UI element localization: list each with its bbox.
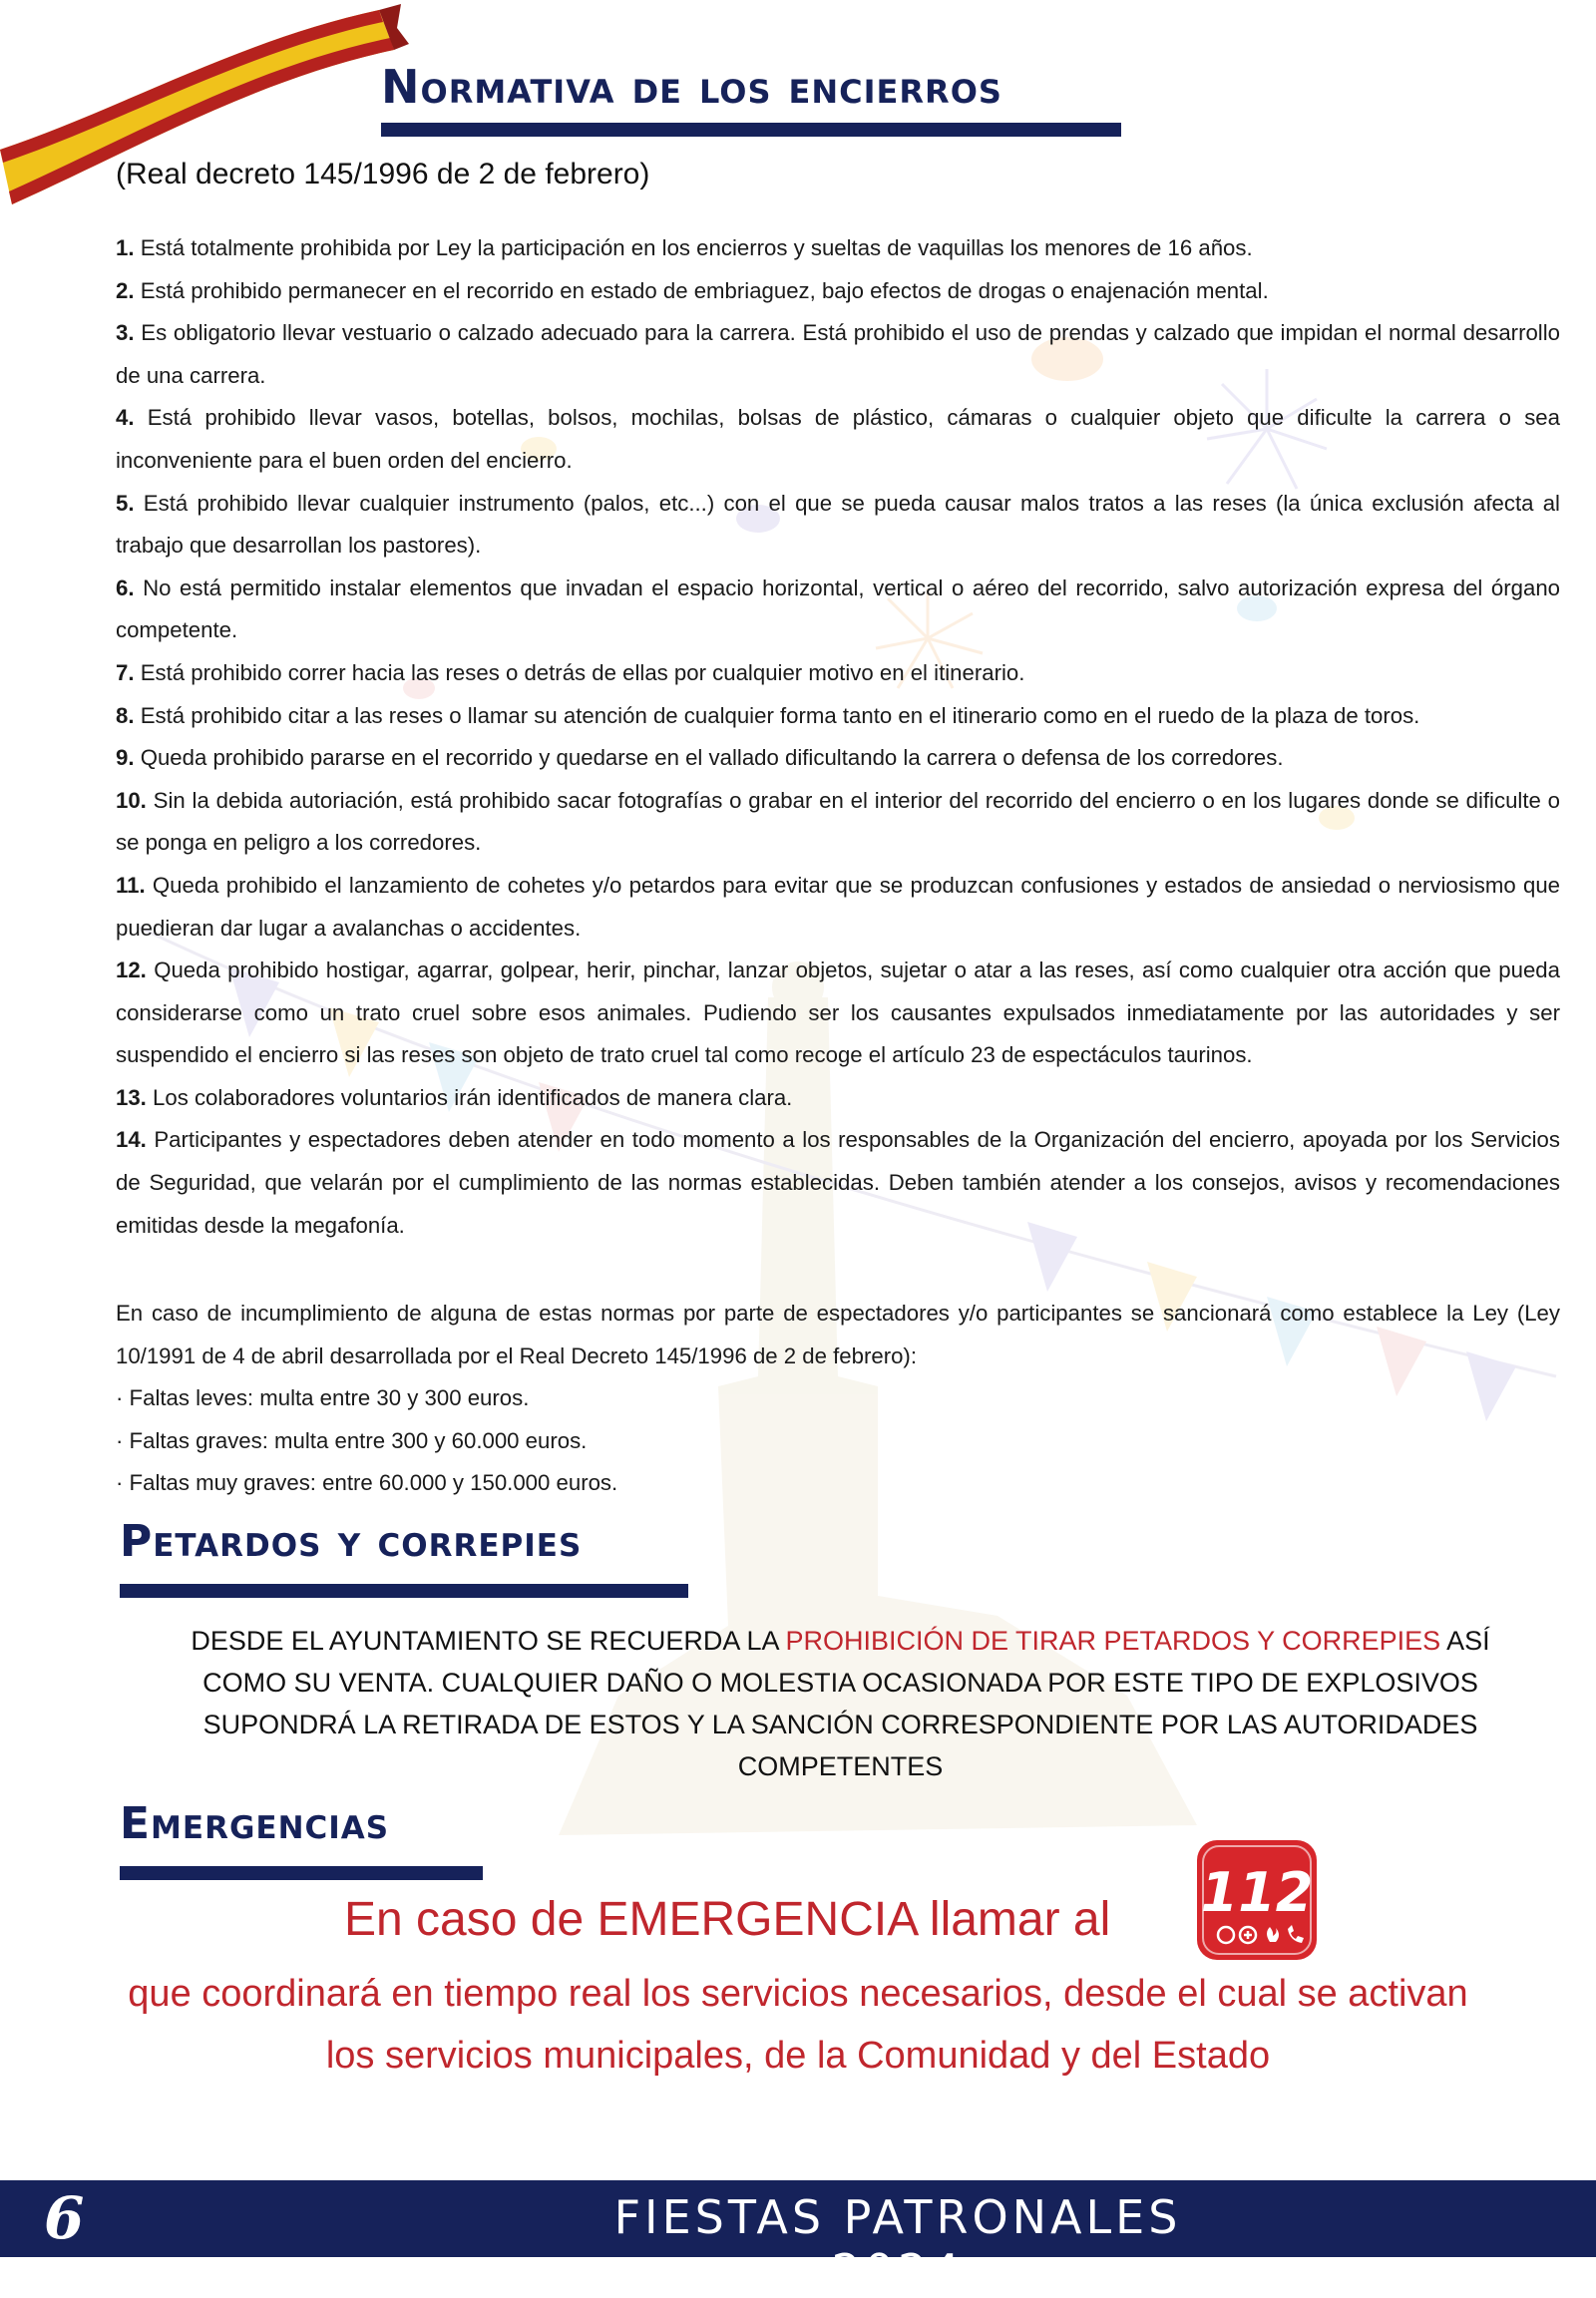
rule-number: 14.: [116, 1127, 147, 1153]
rule-text: Está prohibido llevar vasos, botellas, bolsos, mochilas, bolsas de plástico, cámaras o cualquier objeto que dificulte la carrera o sea inconveniente para el buen orden del encierro.: [116, 405, 1560, 473]
rule-text: Queda prohibido pararse en el recorrido y quedarse en el vallado dificultando la carrera o defensa de los corredores.: [140, 745, 1284, 771]
rule-text: Participantes y espectadores deben atender en todo momento a los responsables de la Organización del encierro, apoyada por los Servicios de Seguridad, que velarán por el cumplimiento de las normas establecidas. Deben también atender a los consejos, avisos y recomendaciones emitidas desde la megafonía.: [116, 1127, 1560, 1238]
rule-item: [116, 737, 1560, 780]
rule-item: [116, 652, 1560, 695]
petardos-heading: Petardos y correpies: [120, 1516, 583, 1567]
notice-text: ASÍ COMO SU VENTA. CUALQUIER DAÑO O MOLESTIA OCASIONADA POR ESTE TIPO DE EXPLOSIVOS SUPONDRÁ LA RETIRADA DE ESTOS Y LA SANCIÓN CORRESPONDIENTE POR LAS AUTORIDADES COMPETENTES: [202, 1626, 1490, 1781]
rule-item: [116, 227, 1560, 270]
emergency-call-text: En caso de EMERGENCIA llamar al: [344, 1893, 1111, 1946]
rule-text: No está permitido instalar elementos que invadan el espacio horizontal, vertical o aéreo del recorrido, salvo autorización expresa del órgano competente.: [116, 574, 1560, 643]
rule-text: Está prohibido correr hacia las reses o detrás de ellas por cualquier motivo en el itinerario.: [140, 659, 1025, 685]
rule-number: 9.: [116, 745, 135, 771]
petardos-notice: [150, 1620, 1531, 1787]
notice-highlight: PROHIBICIÓN DE TIRAR PETARDOS Y CORREPIES: [785, 1626, 1441, 1656]
rule-item: [116, 1119, 1560, 1247]
rule-item: [116, 780, 1560, 865]
rule-number: 10.: [116, 787, 147, 813]
page-title: Normativa de los encierros: [381, 60, 1002, 114]
rule-number: 4.: [116, 405, 135, 431]
rule-item: [116, 397, 1560, 482]
petardos-underline: [120, 1584, 688, 1598]
rule-number: 6.: [116, 574, 135, 600]
subtitle: (Real decreto 145/1996 de 2 de febrero): [116, 158, 650, 191]
sanctions-intro: En caso de incumplimiento de alguna de estas normas por parte de espectadores y/o participantes se sancionará como establece la Ley (Ley 10/1991 de 4 de abril desarrollada por el Real Decreto 145/1996 de 2 de febrero):: [116, 1301, 1560, 1368]
footer-title: FIESTAS PATRONALES 2024: [613, 2190, 1182, 2298]
rule-item: [116, 483, 1560, 568]
rule-item: [116, 1077, 1560, 1120]
rule-number: 2.: [116, 277, 135, 303]
emergencias-underline: [120, 1866, 483, 1880]
rule-number: 13.: [116, 1084, 147, 1110]
rule-item: [116, 270, 1560, 313]
rule-text: Está totalmente prohibida por Ley la participación en los encierros y sueltas de vaquillas los menores de 16 años.: [140, 235, 1253, 260]
rule-number: 12.: [116, 958, 147, 983]
rule-item: [116, 568, 1560, 652]
sanction-item: · Faltas leves: multa entre 30 y 300 euros.: [116, 1385, 530, 1411]
rule-text: Está prohibido llevar cualquier instrumento (palos, etc...) con el que se pueda causar malos tratos a las reses (la única exclusión afecta al trabajo que desarrollan los pastores).: [116, 490, 1560, 559]
rule-text: Está prohibido permanecer en el recorrido en estado de embriaguez, bajo efectos de drogas o enajenación mental.: [140, 277, 1269, 303]
rule-number: 7.: [116, 659, 135, 685]
rule-item: [116, 950, 1560, 1077]
rule-text: Los colaboradores voluntarios irán identificados de manera clara.: [153, 1084, 793, 1110]
spanish-flag-ribbon-icon: [0, 0, 409, 229]
emergency-description: que coordinará en tiempo real los servicios necesarios, desde el cual se activan los servicios municipales, de la Comunidad y del Estado: [128, 1973, 1468, 2077]
rule-item: [116, 312, 1560, 397]
rule-text: Sin la debida autoriación, está prohibido sacar fotografías o grabar en el interior del recorrido del encierro o en los lugares donde se dificulte o se ponga en peligro a los corredores.: [116, 787, 1560, 856]
rule-item: [116, 695, 1560, 738]
sanctions-block: [116, 1293, 1560, 1505]
rules-list: [116, 227, 1560, 1247]
112-number: 112: [1200, 1861, 1314, 1924]
rule-number: 11.: [116, 872, 146, 898]
rule-text: Es obligatorio llevar vestuario o calzado adecuado para la carrera. Está prohibido el uso de prendas y calzado que impidan el normal desarrollo de una carrera.: [116, 320, 1560, 388]
rule-number: 5.: [116, 490, 135, 516]
page-number: 6: [44, 2184, 85, 2252]
rule-number: 1.: [116, 235, 135, 260]
112-emergency-icon: [1194, 1837, 1320, 1963]
rule-text: Está prohibido citar a las reses o llamar su atención de cualquier forma tanto en el itinerario como en el ruedo de la plaza de toros.: [140, 702, 1420, 728]
rule-number: 3.: [116, 320, 135, 346]
rule-text: Queda prohibido hostigar, agarrar, golpear, herir, pinchar, lanzar objetos, sujetar o atar a las reses, así como cualquier otra acción que pueda considerarse como un trato cruel sobre esos animales. Pudiendo ser los causantes expulsados inmediatamente por las autoridades y ser suspendido el encierro si las reses son objeto de trato cruel tal como recoge el artículo 23 de espectáculos taurinos.: [116, 958, 1560, 1068]
notice-text: DESDE EL AYUNTAMIENTO SE RECUERDA LA: [191, 1626, 786, 1656]
sanction-item: · Faltas graves: multa entre 300 y 60.000 euros.: [116, 1427, 588, 1453]
sanction-item: · Faltas muy graves: entre 60.000 y 150.000 euros.: [116, 1470, 618, 1496]
rule-number: 8.: [116, 702, 135, 728]
rule-item: [116, 865, 1560, 950]
rule-text: Queda prohibido el lanzamiento de cohetes y/o petardos para evitar que se produzcan confusiones y estados de ansiedad o nerviosismo que puedieran dar lugar a avalanchas o accidentes.: [116, 872, 1560, 941]
title-underline: [381, 123, 1121, 137]
emergencias-heading: Emergencias: [120, 1798, 390, 1849]
